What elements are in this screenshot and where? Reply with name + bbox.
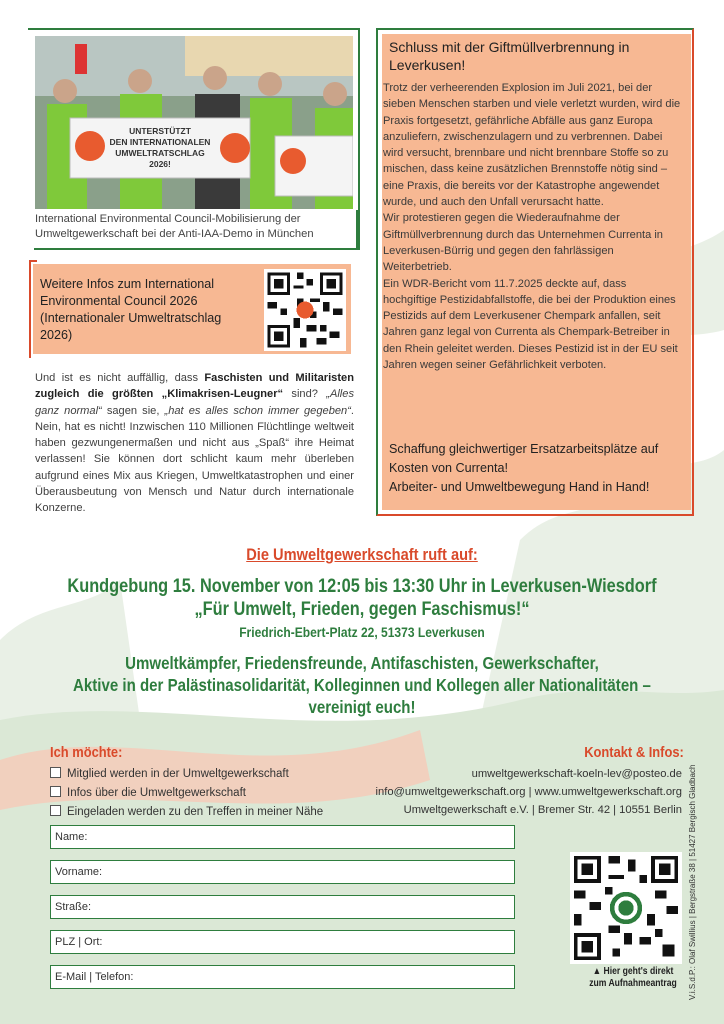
option-membership[interactable]	[50, 767, 289, 780]
qr-code-icon[interactable]	[264, 269, 346, 351]
rally-slogan: „Für Umwelt, Frieden, gegen Faschismus!“	[194, 599, 530, 620]
option-info[interactable]	[50, 786, 246, 799]
demo-photo	[35, 36, 353, 209]
email-phone-field[interactable]: E-Mail | Telefon:	[50, 965, 515, 989]
imprint-vertical	[688, 764, 704, 1000]
appeal-line-1: Umweltkämpfer, Friedensfreunde, Antifaschisten, Gewerkschafter,	[125, 653, 599, 673]
form-heading: Ich möchte:	[50, 744, 123, 761]
right-paragraph-3: Ein WDR-Bericht vom 11.7.2025 deckte auf, dass hochgiftige Pestizidabfallstoffe, die bei der Produktion eines Pestizids auf dem Leverkusener Chempark anfallen, seit Jahren ganz legal von Currenta als Chempark-Betreiber in den Rhein geleitet werden. Dieses Pestizid ist in der EU seit Jahren wegen seiner Gefährlichkeit verboten.	[383, 277, 678, 372]
contact-web[interactable]: info@umweltgewerkschaft.org | www.umweltgewerkschaft.org	[375, 786, 682, 798]
zip-city-field[interactable]: PLZ | Ort:	[50, 930, 515, 954]
firstname-field[interactable]: Vorname:	[50, 860, 515, 884]
right-box-text	[383, 80, 683, 373]
option-label: Eingeladen werden zu den Treffen in meiner Nähe	[67, 806, 324, 818]
banner-text-1: UNTERSTÜTZT	[129, 126, 191, 136]
banner-text-3: UMWELTRATSCHLAG	[115, 148, 205, 158]
left-text-part-4: . Nein, hat es nicht! Inzwischen 110 Millionen Flüchtlinge weltweit haben gezwungenermaßen und nicht aus „Spaß“ ihre Heimat verlassen! Sie können dort schlicht kaum mehr überleben aufgrund eines Mix aus Kriegen, Umweltkatastrophen und einer Überausbeutung von Mensch und Natur durch internationale Konzerne.	[35, 404, 354, 515]
right-box-demands	[389, 440, 689, 497]
rally-date-line: Kundgebung 15. November von 12:05 bis 13:30 Uhr in Leverkusen-Wiesdorf	[67, 576, 657, 597]
checkbox-icon[interactable]	[50, 786, 61, 797]
contact-email-local[interactable]: umweltgewerkschaft-koeln-lev@posteo.de	[471, 768, 682, 780]
appeal-line-2: Aktive in der Palästinasolidarität, Kolleginnen und Kollegen aller Nationalitäten –	[73, 675, 651, 695]
info-box-title: Weitere Infos zum International Environmental Council 2026 (Internationaler Umweltratschlag 2026)	[40, 277, 222, 342]
checkbox-icon[interactable]	[50, 805, 61, 816]
call-heading: Die Umweltgewerkschaft ruft auf:	[246, 545, 478, 564]
imprint-text: V.i.S.d.P.: Olaf Swillius | Bergstraße 38 | 51427 Bergisch Gladbach	[688, 764, 697, 1000]
appeal-line-3: vereinigt euch!	[308, 697, 416, 717]
street-field[interactable]: Straße:	[50, 895, 515, 919]
left-text-bold: Faschisten und Militaristen zugleich die größten „Klimakrisen-Leugner“	[35, 372, 354, 401]
option-meetings[interactable]	[50, 805, 323, 818]
left-text-italic-1: „Alles ganz normal“	[35, 388, 354, 417]
left-text-part-3: sagen sie,	[101, 404, 165, 417]
right-box-title: Schluss mit der Giftmüllverbrennung in Leverkusen!	[389, 39, 630, 73]
demand-1: Schaffung gleichwertiger Ersatzarbeitsplätze auf Kosten von Currenta!	[389, 442, 659, 475]
info-box-edge	[29, 260, 37, 358]
banner-text-2: DEN INTERNATIONALEN	[109, 137, 211, 147]
rally-address: Friedrich-Ebert-Platz 22, 51373 Leverkusen	[239, 624, 485, 640]
demo-photo-illustration	[35, 36, 353, 209]
photo-caption: International Environmental Council-Mobilisierung der Umweltgewerkschaft bei der Anti-IAA-Demo in München	[35, 213, 314, 240]
left-text-part-1: Und ist es nicht auffällig, dass	[35, 372, 205, 384]
qr-note: ▲ Hier geht's direkt zum Aufnahmeantrag	[589, 966, 677, 989]
banner-text-4: 2026!	[149, 159, 171, 169]
membership-qr-code-icon[interactable]	[570, 852, 682, 964]
option-label: Mitglied werden in der Umweltgewerkschaft	[67, 768, 289, 780]
call-appeal	[51, 652, 674, 718]
right-paragraph-2: Wir protestieren gegen die Wiederaufnahme der Giftmüllverbrennung durch das Unternehmen Currenta in Leverkusen-Bürrig und gegen den fahrlässigen Weiterbetrieb.	[383, 212, 663, 274]
left-text-part-2: sind?	[283, 388, 327, 401]
demand-2: Arbeiter- und Umweltbewegung Hand in Hand!	[389, 480, 650, 494]
left-body-text	[35, 370, 354, 517]
checkbox-icon[interactable]	[50, 767, 61, 778]
option-label: Infos über die Umweltgewerkschaft	[67, 787, 246, 799]
contact-heading: Kontakt & Infos:	[584, 744, 684, 761]
name-field[interactable]: Name:	[50, 825, 515, 849]
right-paragraph-1: Trotz der verheerenden Explosion im Juli 2021, bei der sieben Menschen starben und viele verletzt wurden, wird die Praxis fortgesetzt, gefährliche Abfälle aus ganz Europa anzuliefern, zwischenzulagern und zu verbrennen. Dabei wird versucht, brennbare und nicht brennbare Stoffe so zu mischen, dass keine zusätzlichen Brennstoffe nötig sind – eine Praxis, die bereits vor der Katastrophe angewendet wurde, und auch den Unfall verursacht hatte.	[383, 82, 681, 209]
left-text-italic-2: „hat es alles schon immer gegeben“	[164, 404, 351, 417]
contact-address: Umweltgewerkschaft e.V. | Bremer Str. 42 | 10551 Berlin	[403, 804, 682, 816]
